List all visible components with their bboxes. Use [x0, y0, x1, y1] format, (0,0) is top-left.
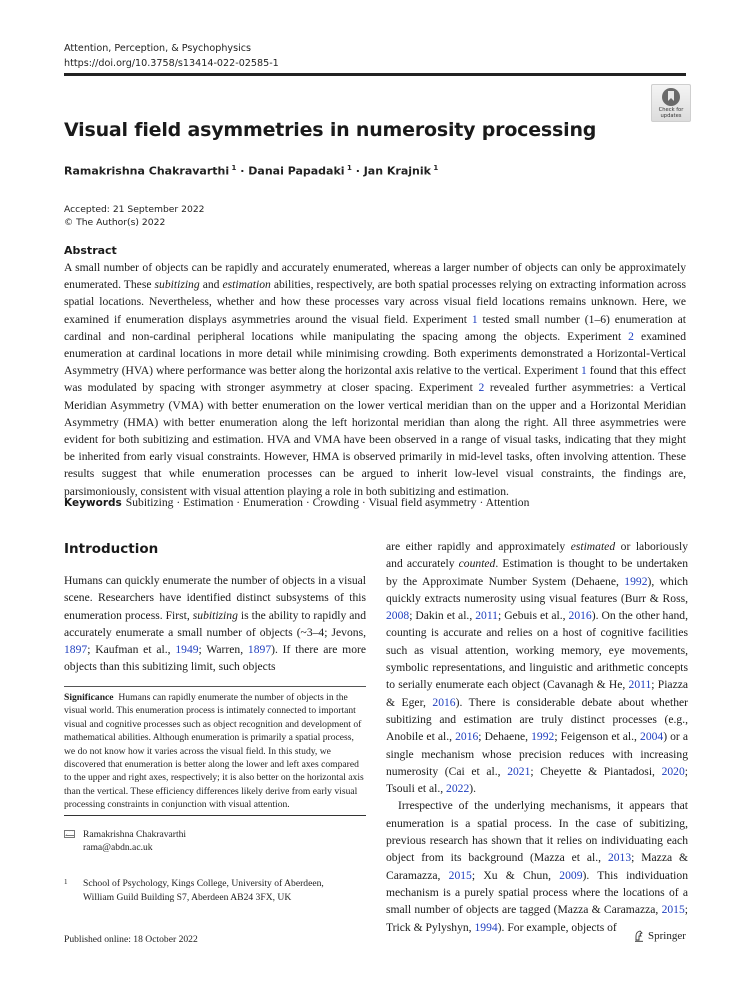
citation-link[interactable]: 2009	[559, 868, 583, 882]
keyword: Estimation	[183, 496, 234, 509]
significance-rule-top	[64, 686, 366, 687]
significance-text: Humans can rapidly enumerate the number of objects in the visual world. This enumeration process is intimately connected to important visual and cognitive processes such as object recognition and development of mathematical abilities. Although enumeration is primarily a spatial process, we do not know how it varies across the visual field. In this study, we discovered that enumeration is better along the lower and left axes compared to the upper and right axes, respectively; it is also better on the horizontal axis than the vertical. These efficiency differences likely derive from early visual processing constraints in conjunction with visual attention.	[64, 692, 364, 811]
italic-term: estimation	[222, 278, 271, 292]
citation-link[interactable]: 2015	[661, 903, 685, 917]
citation-link[interactable]: 1994	[474, 920, 498, 934]
keyword: Attention	[485, 496, 530, 509]
affiliation	[64, 877, 324, 905]
citation-link[interactable]: 2	[478, 381, 485, 395]
keyword: Subitizing	[125, 496, 174, 509]
author-affiliation-marker: 1	[344, 164, 352, 172]
correspondence-name: Ramakrishna Chakravarthi	[83, 829, 187, 840]
article-title: Visual field asymmetries in numerosity processing	[64, 119, 597, 141]
citation-link[interactable]: 2004	[640, 730, 664, 744]
affiliation-line2: William Guild Building S7, Aberdeen AB24 3FX, UK	[83, 892, 292, 903]
doi-link[interactable]: https://doi.org/10.3758/s13414-022-02585-1	[64, 58, 279, 69]
citation-link[interactable]: 2021	[507, 764, 531, 778]
keyword: Crowding	[312, 496, 359, 509]
article-dates	[64, 203, 205, 229]
citation-link[interactable]: 2016	[455, 730, 479, 744]
significance-label: Significance	[64, 692, 114, 703]
envelope-icon	[64, 830, 75, 838]
copyright-line	[64, 216, 205, 229]
author-name[interactable]: Jan Krajnik	[363, 164, 431, 178]
check-for-updates-button[interactable]	[651, 84, 691, 122]
citation-link[interactable]: 1897	[247, 643, 272, 657]
accepted-date: Accepted: 21 September 2022	[64, 204, 205, 215]
affiliation-line1: School of Psychology, Kings College, University of Aberdeen,	[83, 878, 324, 889]
italic-term: counted	[458, 557, 496, 571]
crossmark-line2: updates	[660, 113, 682, 119]
affiliation-number: 1	[64, 878, 68, 886]
author-separator: ·	[351, 164, 364, 178]
introduction-heading: Introduction	[64, 541, 159, 557]
copyright-icon: ©	[64, 217, 74, 228]
springer-horse-icon	[634, 930, 644, 942]
author-name[interactable]: Ramakrishna Chakravarthi	[64, 164, 230, 178]
citation-link[interactable]: 2015	[448, 868, 472, 882]
citation-link[interactable]: 2008	[386, 609, 410, 623]
intro-left-paragraph: Humans can quickly enumerate the number of objects in a visual scene. Researchers have identified distinct subsystems of this enumeration process. First, subitizing is the ability to rapidly and accurately enumerate a small number of objects (~3–4; Jevons, 1897; Kaufman et al., 1949; Warren, 1897). If there are more objects than this subitizing limit, such objects	[64, 574, 367, 674]
citation-link[interactable]: 2	[628, 329, 634, 343]
italic-term: subitizing	[192, 608, 238, 622]
citation-link[interactable]: 1949	[175, 643, 199, 657]
keyword-items: Subitizing · Estimation · Enumeration · Crowding · Visual field asymmetry · Attention	[125, 496, 530, 509]
citation-link[interactable]: 1992	[624, 574, 648, 588]
publisher-name: Springer	[648, 930, 686, 942]
citation-link[interactable]: 2011	[475, 609, 498, 623]
journal-header	[64, 41, 279, 71]
intro-right-paragraph-1: are either rapidly and approximately estimated or laboriously and accurately counted. Estimation is thought to be undertaken by the Approximate Number System (Dehaene, 1992), which quickly extracts numerosity using visual features (Burr & Ross, 2008; Dakin et al., 2011; Gebuis et al., 2016). On the other hand, counting is accurate and relies on a host of cognitive facilities such as visual attention, working memory, eye movements, symbolic representations, and linguistic and arithmetic concepts to serially enumerate each object (Cavanagh & He, 2011; Piazza & Eger, 2016). There is considerable debate about whether subitizing and estimation are truly distinct processes (e.g., Anobile et al., 2016; Dehaene, 1992; Feigenson et al., 2004) or a single mechanism whose precision reduces with increasing numerosity (Cai et al., 2021; Cheyette & Piantadosi, 2020; Tsouli et al., 2022).	[386, 540, 689, 796]
publisher-logo[interactable]	[634, 930, 686, 942]
keywords-label: Keywords	[64, 497, 122, 509]
correspondence	[64, 828, 186, 855]
citation-link[interactable]: 1	[581, 364, 587, 378]
author-affiliation-marker: 1	[430, 164, 439, 172]
crossmark-icon	[662, 88, 680, 106]
citation-link[interactable]: 2013	[607, 851, 632, 865]
correspondence-email[interactable]: rama@abdn.ac.uk	[83, 842, 153, 854]
significance-box	[64, 691, 366, 812]
author-list	[64, 164, 438, 178]
citation-link[interactable]: 2020	[661, 764, 685, 778]
header-rule	[64, 73, 686, 76]
citation-link[interactable]: 1	[471, 312, 478, 326]
italic-term: estimated	[570, 540, 616, 553]
citation-link[interactable]: 2011	[628, 678, 652, 692]
abstract-body: A small number of objects can be rapidly and accurately enumerated, whereas a larger number of objects can only be approximately enumerated. These subitizing and estimation abilities, respectively, are both spatial processes relying on extracting information across spatial locations. Nevertheless, whether and how these processes vary across visual field locations remains unknown. Here, we examined if enumeration displays asymmetries around the visual field. Experiment 1 tested small number (1–6) enumeration at cardinal and non-cardinal peripheral locations while manipulating the spacing among the objects. Experiment 2 examined enumeration at cardinal locations in more detail while minimising crowding. Both experiments demonstrated a Horizontal-Vertical Asymmetry (HVA) where performance was better along the horizontal axis relative to the vertical. Experiment 1 found that this effect was modulated by spacing with stronger asymmetry at closer spacing. Experiment 2 revealed further asymmetries: a Vertical Meridian Asymmetry (VMA) with better enumeration on the lower vertical meridian than on the upper and a Horizontal Meridian Asymmetry (HMA) with better enumeration along the left horizontal meridian than along the right. All three asymmetries were evident for both subitizing and estimation. HVA and VMA have been observed in a range of visual tasks, indicating that they might be inherited from early visual constraints. However, HMA is observed primarily in mid-level tasks, often involving attention. These results suggest that while enumeration processes can be argued to inherit low-level visual constraints, the findings are, parsimoniously, consistent with visual attention playing a role in both subitizing and estimation.	[64, 261, 687, 498]
crossmark-line1: Check for	[658, 107, 684, 113]
author-name[interactable]: Danai Papadaki	[248, 164, 345, 178]
citation-link[interactable]: 2022	[446, 782, 470, 796]
significance-rule-bottom	[64, 815, 366, 816]
italic-term: subitizing	[154, 278, 200, 292]
citation-link[interactable]: 2016	[568, 609, 592, 623]
citation-link[interactable]: 2016	[432, 695, 456, 709]
copyright-text: The Author(s) 2022	[76, 217, 166, 228]
journal-name: Attention, Perception, & Psychophysics	[64, 43, 252, 54]
author-affiliation-marker: 1	[229, 164, 237, 172]
keyword: Visual field asymmetry	[368, 496, 477, 509]
citation-link[interactable]: 1897	[64, 643, 88, 657]
published-online: Published online: 18 October 2022	[64, 934, 198, 945]
keyword: Enumeration	[243, 496, 303, 509]
citation-link[interactable]: 1992	[531, 730, 555, 744]
intro-right-paragraph-2: Irrespective of the underlying mechanisms, it appears that enumeration is a spatial process. In the case of subitizing, previous research has shown that it relies on individuating each object from its background (Mazza et al., 2013; Mazza & Caramazza, 2015; Xu & Chun, 2009). This individuation mechanism is a purely spatial process where the locations of a small number of objects are tagged (Mazza & Caramazza, 2015; Trick & Pylyshyn, 1994). For example, objects of	[386, 799, 688, 934]
abstract-heading: Abstract	[64, 244, 117, 257]
author-separator: ·	[236, 164, 249, 178]
intro-right-column	[386, 538, 688, 936]
keywords	[64, 496, 529, 509]
